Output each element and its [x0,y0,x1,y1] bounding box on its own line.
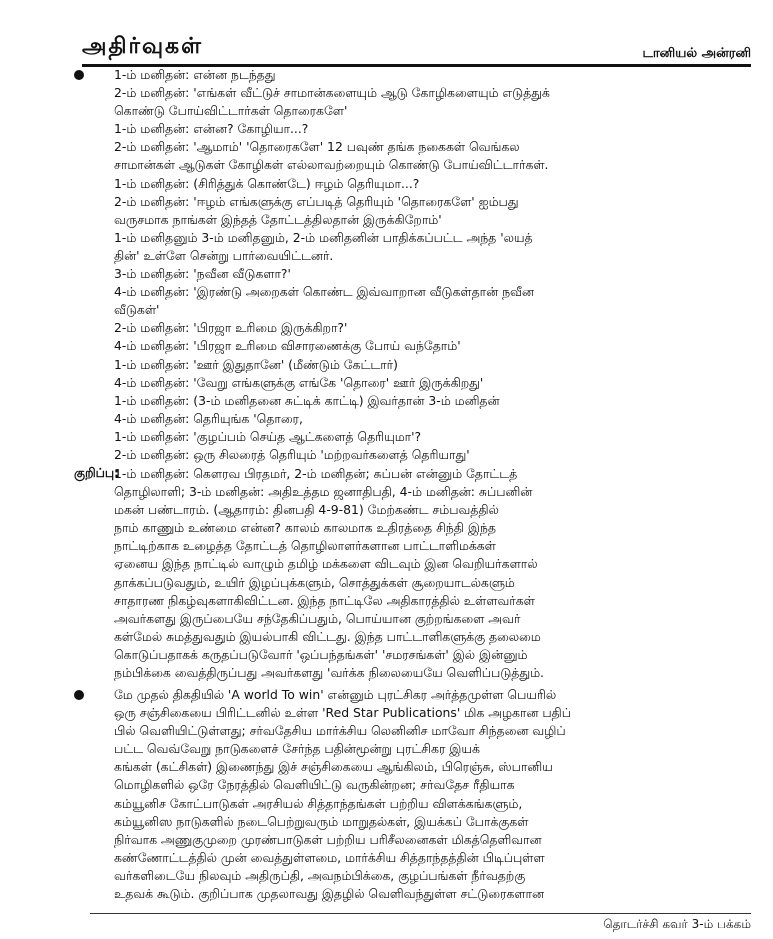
author-name: டானியல் அன்ரனி [642,46,751,61]
note-label: குறிப்பு: [74,465,119,480]
article-line: நிர்வாக அணுகுமுறை முரண்பாடுகள் பற்றிய பரிசீலனைகள் மிகத்தெளிவான [114,831,542,847]
bullet-icon [74,690,84,700]
note-line: நம்பிக்கை வைத்திருப்பது அவர்களது 'வர்க்க நிலையையே வெளிப்படுத்தும். [114,665,544,681]
dialogue-line: 2-ம் மனிதன்: ஒரு சிலரைத் தெரியும் 'மற்றவர்களைத் தெரியாது' [114,446,470,462]
note-line: கொடுப்பதாகக் கருதப்படுவோர் 'ஒப்பந்தங்கள்' 'சமரசங்கள்' இல் இன்னும் [114,646,528,662]
footer-rule [90,913,751,914]
note-line: 1-ம் மனிதன்: கௌரவ பிரதமர், 2-ம் மனிதன்; சுப்பன் என்னும் தோட்டத் [114,466,518,481]
dialogue-line: 2-ம் மனிதன்: 'ஆமாம்' 'தொரைகளே' 12 பவுண் தங்க நகைகள் வெங்கல [114,139,520,155]
note-line: நாட்டிற்காக உழைத்த தோட்டத் தொழிலாளர்களான பாட்டாளிமக்கள் [114,538,496,554]
dialogue-line: 1-ம் மனிதன்: (3-ம் மனிதனை சுட்டிக் காட்டி) இவர்தான் 3-ம் மனிதன் [114,392,500,408]
dialogue-line: 2-ம் மனிதன்: 'பிரஜா உரிமை இருக்கிறா?' [114,320,348,336]
dialogue-line: தின்' உள்ளே சென்று பார்வையிட்டனர். [114,247,334,263]
dialogue-line: 2-ம் மனிதன்: 'ஈழம் எங்களுக்கு எப்படித் தெரியும் 'தொரைகளே' ஐம்பது [114,193,519,209]
dialogue-line: 3-ம் மனிதன்: 'நவீன வீடுகளா?' [114,266,291,282]
note-line: நாம் காணும் உண்மை என்ன? காலம் காலமாக உதிரத்தை சிந்தி இந்த [114,520,496,536]
article-line: வர்களிடையே நிலவும் அதிருப்தி, அவநம்பிக்கை, குழப்பங்கள் நீர்வதற்கு [114,867,526,883]
note-line: அவர்களது இருப்பையே சந்தேகிப்பதும், பொய்யான குற்றங்களை அவர் [114,610,521,626]
dialogue-line: வருசமாக நாங்கள் இந்தத் தோட்டத்திலதான் இருக்கிறோம்' [114,211,442,227]
dialogue-line: 4-ம் மனிதன்: 'இரண்டு அறைகள் கொண்ட இவ்வாறான வீடுகள்தான் நவீன [114,284,534,300]
dialogue-line: வீடுகள்' [114,302,160,318]
dialogue-line: 1-ம் மனிதன்: என்ன? கோழியா...? [114,121,309,137]
dialogue-line: 4-ம் மனிதன்: 'வேறு எங்களுக்கு எங்கே 'தொரை' ஊர் இருக்கிறது' [114,374,484,390]
dialogue-line: 1-ம் மனிதன்: 'குழப்பம் செய்த ஆட்களைத் தெரியுமா'? [114,428,422,444]
article-line: கம்யூனிஸ நாடுகளில் நடைபெற்றுவரும் மாறுதல்கள், இயக்கப் போக்குகள் [114,813,529,829]
article-line: பில் வெளியிட்டுள்ளது; சர்வதேசிய மார்க்சிய லெனினிச மாவோ சிந்தனை வழிப் [114,723,566,739]
article-line: கண்ணோட்டத்தில் முன் வைத்துள்ளமை, மார்க்சிய சித்தாந்தத்தின் பிடிப்புள்ள [114,849,545,865]
note-line: மகன் பண்டாரம். (ஆதாரம்: தினபதி 4-9-81) மேற்கண்ட சம்பவத்தில் [114,502,499,518]
dialogue-line: சாமான்கள் ஆடுகள் கோழிகள் எல்லாவற்றையும் கொண்டு போய்விட்டார்கள். [114,157,549,173]
article-section [82,686,751,903]
note-line: சாதாரண நிகழ்வுகளாகிவிட்டன. இந்த நாட்டிலே அதிகாரத்தில் உள்ளவர்கள் [114,592,535,608]
article-line: மே முதல் திகதியில் 'A world To win' என்னும் புரட்சிகர அர்த்தமுள்ள பெயரில் [114,687,557,702]
article-line: கங்கள் (கட்சிகள்) இணைந்து இச் சஞ்சிகையை ஆங்கிலம், பிரெஞ்சு, ஸ்பானிய [114,759,553,775]
article-line: பட்ட வெவ்வேறு நாடுகளைச் சேர்ந்த பதின்மூன்று புரட்சிகர இயக் [114,741,480,757]
dialogue-line: 4-ம் மனிதன்: தெரியுங்க 'தொரை, [114,410,303,426]
note-line: தொழிலாளி; 3-ம் மனிதன்: அதிஉத்தம ஜனாதிபதி, 4-ம் மனிதன்: சுப்பனின் [114,484,533,500]
page-header [82,28,751,62]
note-section [74,465,751,682]
dialogue-line: கொண்டு போய்விட்டார்கள் தொரைகளே' [114,103,348,119]
note-line: கள்மேல் சுமத்துவதும் இயல்பாகி விட்டது. இந்த பாட்டாளிகளுக்கு தலைமை [114,628,541,644]
dialogue-line: 1-ம் மனிதன்: 'ஊர் இதுதானே' (மீண்டும் கேட்டார்) [114,356,398,372]
dialogue-line: 1-ம் மனிதன்: என்ன நடந்தது [114,67,276,82]
article-line: உதவக் கூடும். குறிப்பாக முதலாவது இதழில் வெளிவந்துள்ள சட்டுரைகளான [114,886,544,902]
dialogue-section [82,66,751,464]
article-line: ஒரு சஞ்சிகையை பிரிட்டனில் உள்ள 'Red Star Publications' மிக அழகான பதிப் [114,705,571,721]
dialogue-line: 4-ம் மனிதன்: 'பிரஜா உரிமை விசாரணைக்கு போய் வந்தோம்' [114,338,461,354]
note-line: ஏனைய இந்த நாட்டில் வாழும் தமிழ் மக்களை விடவும் இன வெறியர்களால் [114,556,538,572]
note-line: தாக்கப்படுவதும், உயிர் இழப்புக்களும், சொத்துக்கள் சூறையாடல்களும் [114,574,515,590]
dialogue-line: 2-ம் மனிதன்: 'எங்கள் வீட்டுச் சாமான்களையும் ஆடு கோழிகளையும் எடுத்துக் [114,85,550,101]
dialogue-line: 1-ம் மனிதன்: (சிரித்துக் கொண்டே) ஈழம் தெரியுமா...? [114,175,420,191]
column-title: அதிர்வுகள் [82,34,203,59]
continued-note: தொடர்ச்சி கவர் 3-ம் பக்கம் [603,917,751,931]
article-line: மொழிகளில் ஒரே நேரத்தில் வெளியிட்டு வருகின்றன; சர்வதேச ரீதியாக [114,777,515,793]
dialogue-line: 1-ம் மனிதனும் 3-ம் மனிதனும், 2-ம் மனிதனின் பாதிக்கப்பட்ட அந்த 'லயத் [114,229,533,245]
article-line: கம்யூனிச கோட்பாடுகள் அரசியல் சித்தாந்தங்கள் பற்றிய விளக்கங்களும், [114,795,523,811]
bullet-icon [74,70,84,80]
